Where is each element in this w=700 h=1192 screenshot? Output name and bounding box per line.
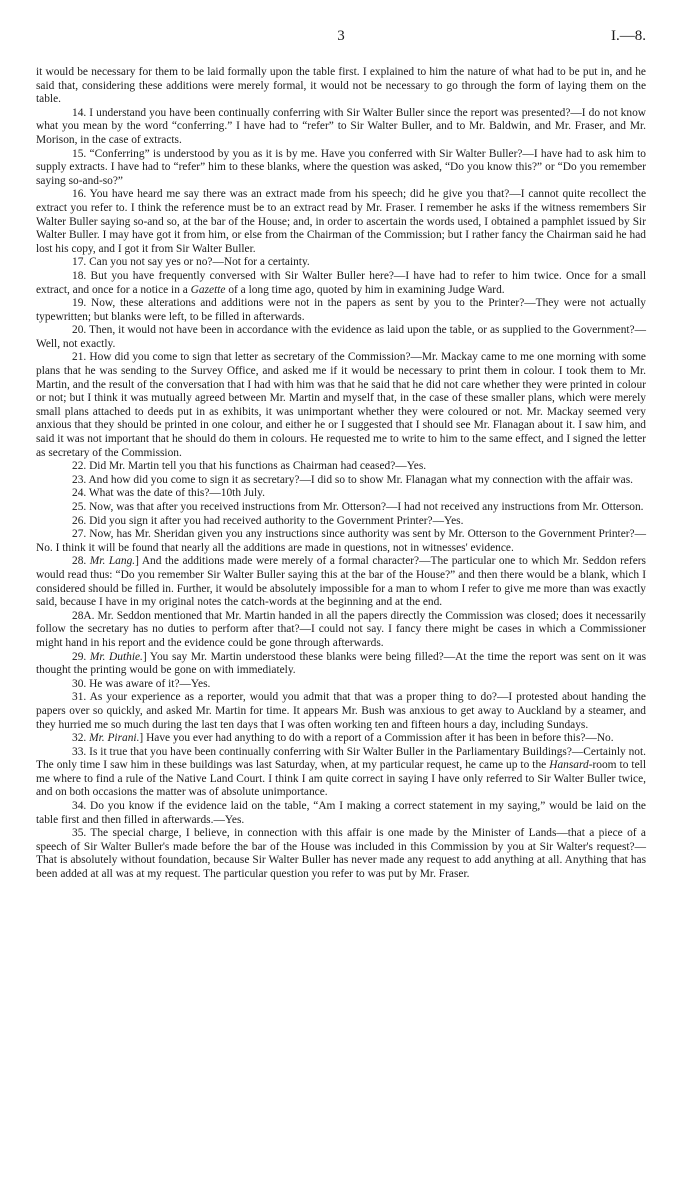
paragraph-33 xyxy=(36,746,646,800)
paragraph-28a: 28A. Mr. Seddon mentioned that Mr. Martin handed in all the papers directly the Commission was closed; does it necessarily follow the secretary has no duties to perform after that?—I could not say. I fancy there might be cases in which a Commissioner might hand in his report and the evidence could be gone through afterwards. xyxy=(36,609,646,649)
paragraph-33-text-a: 33. Is it true that you have been continually conferring with Sir Walter Buller in the Parliamentary Buildings?—Certainly not. The only time I saw him in these buildings was last Saturday, when, at my particular request, he came up to the xyxy=(36,745,646,772)
paragraph-15: 15. “Conferring” is understood by you as it is by me. Have you conferred with Sir Walter Buller?—I have had to ask him to supply extracts. I have had to “refer” him to these blanks, where the question was asked, “Do you know this?” or “Do you remember saying so-and-so?” xyxy=(36,147,646,187)
speaker-duthie: Mr. Duthie. xyxy=(89,650,143,663)
paragraph-18 xyxy=(36,270,646,297)
page-header xyxy=(36,28,646,46)
paragraph-33-text-b: -room to tell me where to find a rule of the Native Land Court. I think I am quite correct in saying I have only referred to Sir Walter Buller twice, and on both occasions the matter was of absolute unimportance. xyxy=(36,759,646,799)
page-number: 3 xyxy=(337,28,345,44)
paragraph-27: 27. Now, has Mr. Sheridan given you any instructions since authority was sent by Mr. Otterson to the Government Printer?—No. I think it will be found that nearly all the additions are made in questions, not in witnesses' evidence. xyxy=(36,528,646,554)
paragraph-29 xyxy=(36,651,646,678)
paragraph-34: 34. Do you know if the evidence laid on the table, “Am I making a correct statement in my saying,” would be laid on the table first and then filled in afterwards.—Yes. xyxy=(36,800,646,826)
paragraph-23: 23. And how did you come to sign it as secretary?—I did so to show Mr. Flanagan what my connection with the affair was. xyxy=(72,473,633,486)
paragraph-32 xyxy=(36,732,646,746)
paragraph-30: 30. He was aware of it?—Yes. xyxy=(72,677,211,690)
speaker-lang: Mr. Lang. xyxy=(89,555,136,568)
paragraph-20: 20. Then, it would not have been in accordance with the evidence as laid upon the table, or as supplied to the Government?—Well, not exactly. xyxy=(36,324,646,350)
paragraph-continued: it would be necessary for them to be laid formally upon the table first. I explained to him the nature of what had to be put in, and he said that, considering these additions were merely formal, it would not be necessary to go through the form of laying them on the table. xyxy=(36,66,646,106)
paragraph-18-text-b: of a long time ago, quoted by him in examining Judge Ward. xyxy=(228,283,505,296)
paragraph-35: 35. The special charge, I believe, in connection with this affair is one made by the Minister of Lands—that a piece of a speech of Sir Walter Buller's made before the bar of the House was included in this Commission by you at Sir Walter's request?—That is absolutely without foundation, because Sir Walter Buller has never made any request to add anything at all. Anything that has been added at all was at my request. The particular question you refer to was put by Mr. Fraser. xyxy=(36,827,646,881)
paragraph-32-number: 32. xyxy=(72,732,87,745)
paragraph-29-text: ] You say Mr. Martin understood these blanks were being filled?—At the time the report was sent on it was thought the printing would be gone on with immediately. xyxy=(36,650,646,677)
paragraph-14: 14. I understand you have been continually conferring with Sir Walter Buller since the report was presented?—I do not know what you mean by the word “conferring.” I have had to “refer” to Sir Walter Buller, and to Mr. Baldwin, and Mr. Fraser, and Mr. Morison, in the case of extracts. xyxy=(36,106,646,146)
paragraph-28-number: 28. xyxy=(72,555,87,568)
paragraph-24: 24. What was the date of this?—10th July. xyxy=(72,487,265,500)
paragraph-31: 31. As your experience as a reporter, would you admit that that was a proper thing to do?—I protested about handing the papers over so quickly, and asked Mr. Martin for time. It appears Mr. Bush was anxious to get away to Auckland by a steamer, and they hurried me so much during the last ten days that I was often working ten and fifteen hours a day, including Sundays. xyxy=(36,691,646,731)
speaker-pirani: Mr. Pirani. xyxy=(89,732,140,745)
paragraph-28 xyxy=(36,555,646,609)
page-reference: I.—8. xyxy=(611,28,646,44)
paragraph-22: 22. Did Mr. Martin tell you that his functions as Chairman had ceased?—Yes. xyxy=(72,460,427,473)
paragraph-18-text-a: 18. But you have frequently conversed with Sir Walter Buller here?—I have had to refer to him twice. Once for a small extract, and once for a notice in a xyxy=(36,269,646,296)
paragraph-16: 16. You have heard me say there was an extract made from his speech; did he give you that?—I cannot quite recollect the extract you refer to. I think the reference must be to an extract read by Mr. Fraser. I remember he asks if the witness remembers Sir Walter Buller saying so-and so, at the bar of the House; and, in order to ascertain the words used, I obtained a pamphlet issued by Sir Walter Buller. I may have got it from him, or else from the Chairman of the Commission; but I rather fancy the Chairman said he had lost his copy, and I got it from Sir Walter Buller. xyxy=(36,188,646,255)
paragraph-17: 17. Can you not say yes or no?—Not for a certainty. xyxy=(72,256,310,269)
paragraph-21: 21. How did you come to sign that letter as secretary of the Commission?—Mr. Mackay came to me one morning with some plans that he was sending to the Survey Office, and asked me if it would be necessary to print them in colour. I took them to Mr. Martin, and the result of the conversation that I had with him was that he said that he did not care whether they were printed in colour or not; but I think it was mutually agreed between Mr. Martin and myself that, in the case of these smaller plans, which were merely small plans attached to deeds put in as exhibits, it was unimportant whether they were coloured or not. Mr. Mackay seemed very anxious that they should be printed in one colour, and either he or I suggested that I should see Mr. Flanagan about it. I saw him, and said it was not important that he should do them in colours. He requested me to write to him to the same effect, and I signed the letter as secretary of the Commission. xyxy=(36,351,646,459)
paragraph-25: 25. Now, was that after you received instructions from Mr. Otterson?—I had not received any instructions from Mr. Otterson. xyxy=(72,501,644,513)
paragraph-19: 19. Now, these alterations and additions were not in the papers as sent by you to the Printer?—They were not actually typewritten; but blanks were left, to be filled in afterwards. xyxy=(36,297,646,323)
document-body xyxy=(36,66,646,882)
paragraph-29-number: 29. xyxy=(72,650,87,663)
paragraph-26: 26. Did you sign it after you had received authority to the Government Printer?—Yes. xyxy=(72,514,464,527)
hansard-title: Hansard xyxy=(549,759,589,772)
paragraph-28-text: ] And the additions made were merely of a formal character?—The particular one to which Mr. Seddon refers would read thus: “Do you remember Sir Walter Buller saying this at the bar of the House?” and then there would be a blank, which I considered should be filled in. Further, it would be absolutely impossible for a man to whom I refer to give me more than was exactly said, because I have in my original notes the catch-words at the beginning and at the end. xyxy=(36,555,646,609)
gazette-title: Gazette xyxy=(190,283,226,296)
paragraph-32-text: ] Have you ever had anything to do with a report of a Commission after it has been in before this?—No. xyxy=(139,732,614,745)
